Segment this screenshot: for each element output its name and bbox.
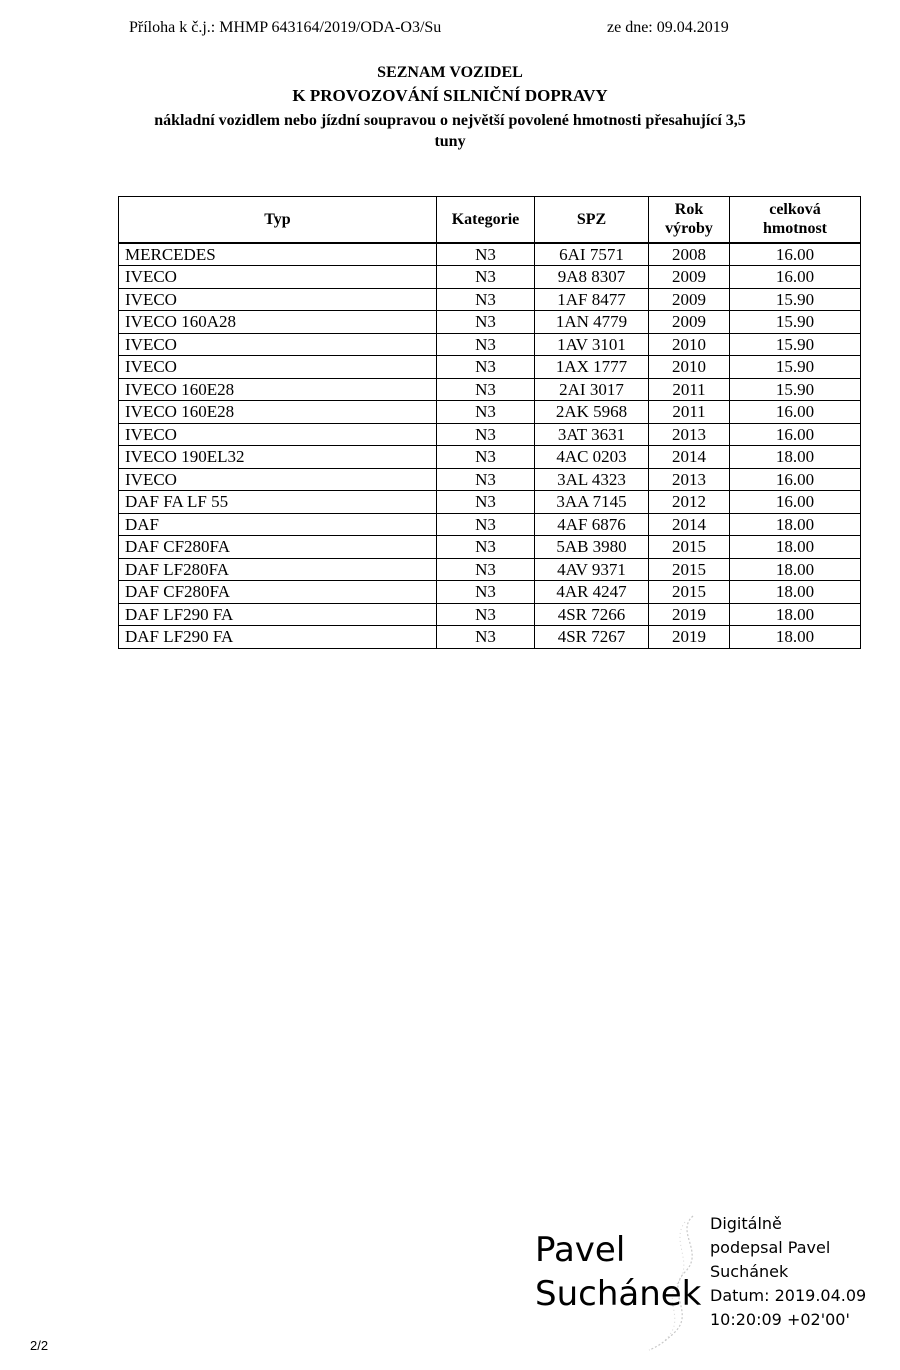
- cell-typ: IVECO: [119, 333, 437, 356]
- cell-spz: 3AA 7145: [535, 491, 649, 514]
- cell-hmotnost: 18.00: [730, 581, 861, 604]
- cell-typ: IVECO: [119, 356, 437, 379]
- cell-rok: 2011: [649, 378, 730, 401]
- cell-rok: 2010: [649, 356, 730, 379]
- cell-typ: MERCEDES: [119, 243, 437, 266]
- header-rok-line-2: výroby: [665, 220, 713, 238]
- table-row: [119, 333, 861, 356]
- cell-typ: IVECO 190EL32: [119, 446, 437, 469]
- cell-spz: 2AK 5968: [535, 401, 649, 424]
- cell-rok: 2019: [649, 626, 730, 649]
- cell-spz: 4SR 7267: [535, 626, 649, 649]
- header-hm-line-1: celková: [769, 201, 821, 219]
- cell-rok: 2014: [649, 513, 730, 536]
- cell-hmotnost: 18.00: [730, 513, 861, 536]
- cell-spz: 2AI 3017: [535, 378, 649, 401]
- cell-kategorie: N3: [437, 491, 535, 514]
- cell-kategorie: N3: [437, 446, 535, 469]
- table-row: [119, 378, 861, 401]
- cell-rok: 2015: [649, 536, 730, 559]
- cell-spz: 1AF 8477: [535, 288, 649, 311]
- cell-hmotnost: 15.90: [730, 288, 861, 311]
- table-row: [119, 401, 861, 424]
- header-kategorie: Kategorie: [437, 197, 535, 243]
- cell-spz: 4AR 4247: [535, 581, 649, 604]
- cell-hmotnost: 16.00: [730, 468, 861, 491]
- signature-info-line: Digitálně: [710, 1214, 782, 1233]
- cell-spz: 4AF 6876: [535, 513, 649, 536]
- cell-spz: 4AV 9371: [535, 558, 649, 581]
- table-row: [119, 558, 861, 581]
- table-row: [119, 446, 861, 469]
- cell-typ: DAF FA LF 55: [119, 491, 437, 514]
- signature-name-line-1: Pavel: [535, 1230, 626, 1270]
- cell-hmotnost: 18.00: [730, 446, 861, 469]
- cell-rok: 2009: [649, 266, 730, 289]
- cell-typ: IVECO: [119, 288, 437, 311]
- cell-rok: 2012: [649, 491, 730, 514]
- cell-kategorie: N3: [437, 581, 535, 604]
- cell-hmotnost: 18.00: [730, 558, 861, 581]
- cell-typ: DAF LF290 FA: [119, 603, 437, 626]
- cell-hmotnost: 15.90: [730, 378, 861, 401]
- cell-hmotnost: 16.00: [730, 423, 861, 446]
- signature-info-line: podepsal Pavel: [710, 1238, 831, 1257]
- cell-typ: IVECO: [119, 468, 437, 491]
- header-celkova-hmotnost: [730, 197, 861, 243]
- document-reference: Příloha k č.j.: MHMP 643164/2019/ODA-O3/Su: [129, 19, 442, 36]
- cell-hmotnost: 18.00: [730, 603, 861, 626]
- table-row: [119, 468, 861, 491]
- cell-rok: 2010: [649, 333, 730, 356]
- cell-kategorie: N3: [437, 243, 535, 266]
- cell-typ: IVECO 160A28: [119, 311, 437, 334]
- cell-rok: 2014: [649, 446, 730, 469]
- signature-info: [710, 1212, 866, 1332]
- title-line-3: nákladní vozidlem nebo jízdní soupravou o největší povolené hmotnosti přesahující 3,5: [154, 112, 746, 129]
- cell-kategorie: N3: [437, 401, 535, 424]
- cell-rok: 2013: [649, 468, 730, 491]
- digital-signature: [535, 1212, 895, 1352]
- cell-kategorie: N3: [437, 423, 535, 446]
- cell-hmotnost: 15.90: [730, 356, 861, 379]
- cell-kategorie: N3: [437, 311, 535, 334]
- cell-hmotnost: 18.00: [730, 536, 861, 559]
- cell-spz: 5AB 3980: [535, 536, 649, 559]
- table-row: [119, 536, 861, 559]
- cell-hmotnost: 18.00: [730, 626, 861, 649]
- cell-hmotnost: 16.00: [730, 243, 861, 266]
- title-line-4: tuny: [434, 133, 466, 150]
- cell-rok: 2009: [649, 311, 730, 334]
- signature-info-line: Suchánek: [710, 1262, 789, 1281]
- table-row: [119, 356, 861, 379]
- cell-hmotnost: 16.00: [730, 401, 861, 424]
- cell-rok: 2019: [649, 603, 730, 626]
- cell-spz: 1AN 4779: [535, 311, 649, 334]
- cell-hmotnost: 16.00: [730, 491, 861, 514]
- document-date: ze dne: 09.04.2019: [607, 19, 729, 36]
- cell-kategorie: N3: [437, 378, 535, 401]
- cell-typ: DAF CF280FA: [119, 581, 437, 604]
- table-row: [119, 491, 861, 514]
- header-rok-line-1: Rok: [674, 201, 704, 219]
- cell-rok: 2008: [649, 243, 730, 266]
- cell-typ: DAF: [119, 513, 437, 536]
- cell-rok: 2013: [649, 423, 730, 446]
- table-row: [119, 288, 861, 311]
- table-header-row: [119, 197, 861, 243]
- cell-hmotnost: 15.90: [730, 311, 861, 334]
- signature-name: [535, 1228, 701, 1316]
- cell-spz: 6AI 7571: [535, 243, 649, 266]
- cell-spz: 1AX 1777: [535, 356, 649, 379]
- cell-spz: 4AC 0203: [535, 446, 649, 469]
- cell-kategorie: N3: [437, 288, 535, 311]
- header-spz: SPZ: [535, 197, 649, 243]
- header-rok-vyroby: [649, 197, 730, 243]
- cell-kategorie: N3: [437, 558, 535, 581]
- title-line-1: SEZNAM VOZIDEL: [377, 64, 523, 81]
- cell-kategorie: N3: [437, 513, 535, 536]
- table-row: [119, 423, 861, 446]
- cell-kategorie: N3: [437, 536, 535, 559]
- cell-spz: 3AT 3631: [535, 423, 649, 446]
- cell-spz: 1AV 3101: [535, 333, 649, 356]
- cell-rok: 2009: [649, 288, 730, 311]
- cell-kategorie: N3: [437, 333, 535, 356]
- header-typ: Typ: [119, 197, 437, 243]
- cell-rok: 2015: [649, 581, 730, 604]
- cell-kategorie: N3: [437, 626, 535, 649]
- cell-rok: 2011: [649, 401, 730, 424]
- table-row: [119, 243, 861, 266]
- cell-typ: DAF LF280FA: [119, 558, 437, 581]
- signature-info-line: 10:20:09 +02'00': [710, 1310, 850, 1329]
- cell-typ: DAF CF280FA: [119, 536, 437, 559]
- header-hm-line-2: hmotnost: [762, 220, 827, 238]
- cell-kategorie: N3: [437, 603, 535, 626]
- cell-rok: 2015: [649, 558, 730, 581]
- cell-typ: IVECO: [119, 266, 437, 289]
- cell-hmotnost: 16.00: [730, 266, 861, 289]
- cell-spz: 4SR 7266: [535, 603, 649, 626]
- cell-typ: IVECO 160E28: [119, 378, 437, 401]
- cell-kategorie: N3: [437, 266, 535, 289]
- table-row: [119, 603, 861, 626]
- signature-info-line: Datum: 2019.04.09: [710, 1286, 867, 1305]
- page-number: 2/2: [30, 1338, 49, 1353]
- cell-typ: IVECO 160E28: [119, 401, 437, 424]
- vehicle-table: [118, 196, 861, 649]
- table-row: [119, 513, 861, 536]
- cell-kategorie: N3: [437, 468, 535, 491]
- cell-spz: 9A8 8307: [535, 266, 649, 289]
- table-row: [119, 581, 861, 604]
- table-row: [119, 311, 861, 334]
- table-row: [119, 266, 861, 289]
- cell-hmotnost: 15.90: [730, 333, 861, 356]
- cell-typ: DAF LF290 FA: [119, 626, 437, 649]
- cell-kategorie: N3: [437, 356, 535, 379]
- signature-name-line-2: Suchánek: [535, 1274, 702, 1314]
- cell-spz: 3AL 4323: [535, 468, 649, 491]
- table-row: [119, 626, 861, 649]
- title-line-2: K PROVOZOVÁNÍ SILNIČNÍ DOPRAVY: [292, 86, 608, 105]
- cell-typ: IVECO: [119, 423, 437, 446]
